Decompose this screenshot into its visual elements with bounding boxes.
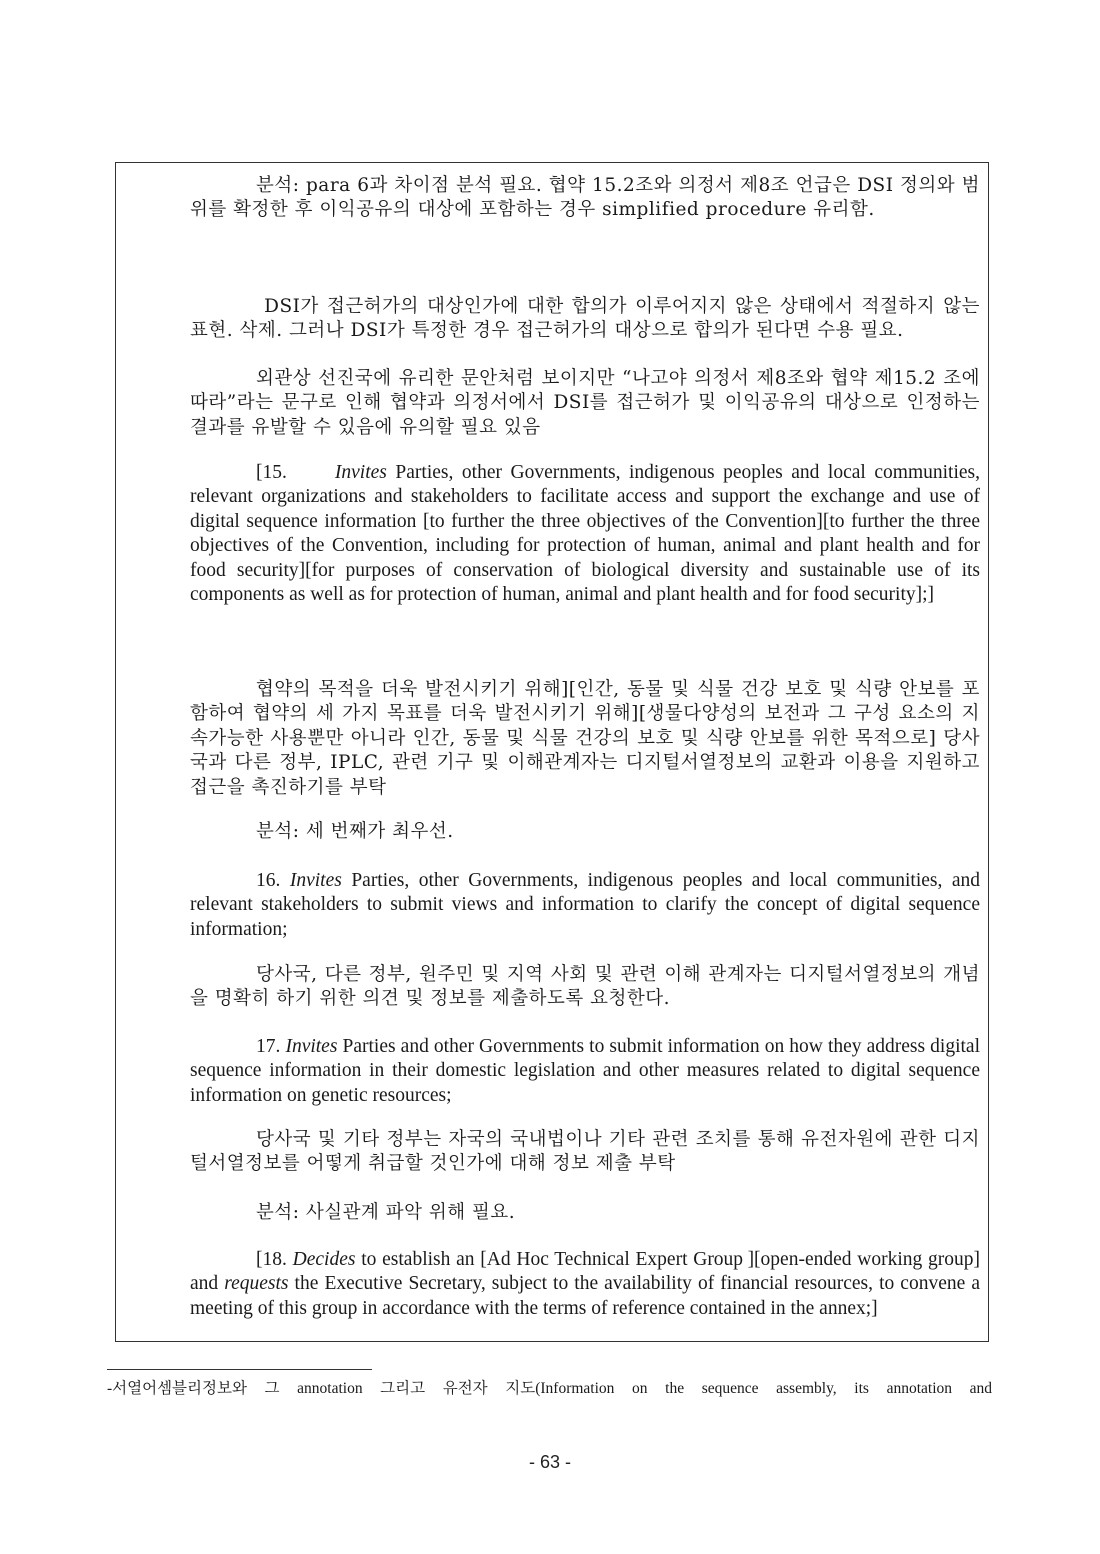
dsi-access-comment: DSI가 접근허가의 대상인가에 대한 합의가 이루어지지 않은 상태에서 적절하지 않는 표현. 삭제. 그러나 DSI가 특정한 경우 접근허가의 대상으로 합의가 된다면 수용 필요. (190, 296, 980, 342)
paragraph-15-english: [15. Invites Parties, other Governments, indigenous peoples and local communities, relevant organizations and stakeholders to facilitate access and support the exchange and use of digital sequence information [to further the three objectives of the Convention][to further the three objectives of the Convention, including for protection of human, animal and plant health and for food security][for purposes of conservation of biological diversity and sustainable use of its components as well as for protection of human, animal and plant health and for food security];] (190, 462, 980, 606)
footnote-reference[interactable]: 1 (743, 1249, 748, 1260)
analysis-para6: 분석: para 6과 차이점 분석 필요. 협약 15.2조와 의정서 제8조 언급은 DSI 정의와 범위를 확정한 후 이익공유의 대상에 포함하는 경우 simplified procedure 유리함. (190, 175, 980, 221)
operative-verb: Invites (289, 870, 342, 891)
operative-verb: Decides (292, 1249, 356, 1270)
operative-verb-requests: requests (224, 1273, 289, 1295)
paragraph-17-english: 17. Invites Parties and other Governments to submit information on how they address digital sequence information in their domestic legislation and other measures related to digital sequence information on genetic resources; (190, 1036, 980, 1106)
paragraph-number: 17. (256, 1036, 281, 1057)
paragraph-18-english: [18. Decides to establish an [Ad Hoc Technical Expert Group$^1$][open-ended working group] and requests the Executive Secretary, subject to the availability of financial resources, to convene a meeting of this group in accordance with the terms of reference contained in the annex;] (190, 1249, 980, 1319)
footnote-text: -서열어셈블리정보와 그 annotation 그리고 유전자 지도(Information on the sequence assembly, its annotation and (107, 1380, 992, 1397)
paragraph-15-korean: 협약의 목적을 더욱 발전시키기 위해][인간, 동물 및 식물 건강 보호 및 식량 안보를 포함하여 협약의 세 가지 목표를 더욱 발전시키기 위해][생물다양성의 보전과 그 구성 요소의 지속가능한 사용뿐만 아니라 인간, 동물 및 식물 건강의 보호 및 식량 안보를 위한 목적으로] 당사국과 다른 정부, IPLC, 관련 기구 및 이해관계자는 디지털서열정보의 교환과 이용을 지원하고 접근을 촉진하기를 부탁 (190, 679, 980, 798)
operative-verb: Invites (334, 462, 387, 483)
paragraph-number: 16. (256, 870, 281, 891)
page-number: - 63 - (528, 1452, 571, 1472)
developed-country-comment: 외관상 선진국에 유리한 문안처럼 보이지만 “나고야 의정서 제8조와 협약 제15.2 조에 따라”라는 문구로 인해 협약과 의정서에서 DSI를 접근허가 및 이익공유의 대상으로 인정하는 결과를 유발할 수 있음에 유의할 필요 있음 (190, 368, 980, 438)
analysis-para17: 분석: 사실관계 파악 위해 필요. (256, 1202, 516, 1223)
footnote-separator (107, 1369, 372, 1370)
paragraph-number: [18. (256, 1249, 287, 1270)
paragraph-16-english: 16. Invites Parties, other Governments, indigenous peoples and local communities, and relevant stakeholders to submit views and information to clarify the concept of digital sequence information; (190, 870, 981, 940)
paragraph-17-korean: 당사국 및 기타 정부는 자국의 국내법이나 기타 관련 조치를 통해 유전자원에 관한 디지털서열정보를 어떻게 취급할 것인가에 대해 정보 제출 부탁 (190, 1129, 980, 1175)
analysis-para15: 분석: 세 번째가 최우선. (256, 821, 454, 842)
paragraph-number: [15. (256, 462, 287, 483)
operative-verb: Invites (285, 1036, 338, 1057)
paragraph-16-korean: 당사국, 다른 정부, 원주민 및 지역 사회 및 관련 이해 관계자는 디지털서열정보의 개념을 명확히 하기 위한 의견 및 정보를 제출하도록 요청한다. (190, 964, 980, 1010)
